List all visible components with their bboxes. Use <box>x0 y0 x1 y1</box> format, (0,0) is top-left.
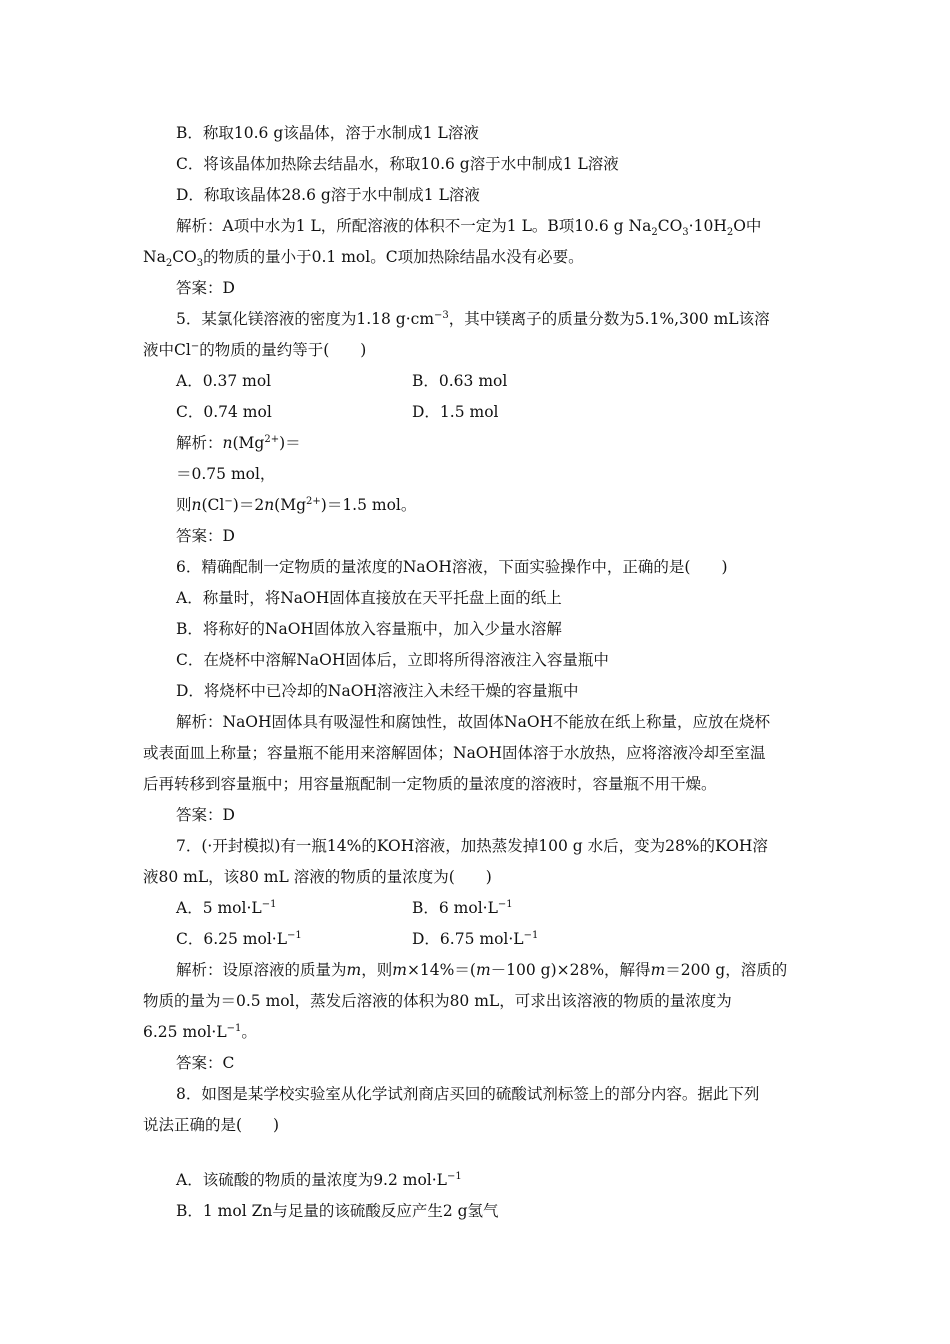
q5-stem-line1: 5．某氯化镁溶液的密度为1.18 $g\cdot cm^{-3}$，其中镁离子的质量分数为5.1%,300 mL该溶 <box>176 309 770 328</box>
q7-explanation-line1: 解析：设原溶液的质量为m，则m×14%＝(m－100 g)×28%，解得m＝200 g，溶质的 <box>176 961 788 979</box>
q5-option-d: D．1.5 mol <box>412 403 499 421</box>
q7-option-c: C．6.25 $mol\cdot L^{-1}$ <box>176 929 302 948</box>
q7-option-d: D．6.75 $mol\cdot L^{-1}$ <box>412 929 539 948</box>
q4-option-d: D．称取该晶体28.6 g溶于水中制成1 L溶液 <box>176 186 480 204</box>
q6-option-b: B．将称好的NaOH固体放入容量瓶中，加入少量水溶解 <box>176 620 562 638</box>
q4-explanation-line1: 解析：A项中水为1 L，所配溶液的体积不一定为1 L。B项10.6 g $Na_2CO_3\cdot 10H_2O$中 <box>176 217 762 239</box>
q5-explanation-line3: 则$n(Cl^-)=2n(Mg^{2+})=1.5$ mol。 <box>176 495 417 514</box>
q8-option-b: B．1 mol Zn与足量的该硫酸反应产生2 g氢气 <box>176 1202 499 1220</box>
q7-explanation-line3: 6.25 $mol\cdot L^{-1}$。 <box>143 1022 257 1041</box>
q5-option-c: C．0.74 mol <box>176 403 272 421</box>
q5-option-b: B．0.63 mol <box>412 372 508 390</box>
q5-explanation-line1: 解析：$n(Mg^{2+})=$ <box>176 433 301 452</box>
q7-stem-line1: 7．(·开封模拟)有一瓶14%的KOH溶液，加热蒸发掉100 g 水后，变为28%的KOH溶 <box>176 837 768 855</box>
q6-answer: 答案：D <box>176 806 235 824</box>
q6-explanation-line2: 或表面皿上称量；容量瓶不能用来溶解固体；NaOH固体溶于水放热，应将溶液冷却至室温 <box>143 744 766 762</box>
q6-explanation-line1: 解析：NaOH固体具有吸湿性和腐蚀性，故固体NaOH不能放在纸上称量，应放在烧杯 <box>176 713 771 731</box>
q7-stem-line2: 液80 mL，该80 mL 溶液的物质的量浓度为( ) <box>143 868 492 886</box>
q4-explanation-line2: $Na_2CO_3$的物质的量小于0.1 mol。C项加热除结晶水没有必要。 <box>143 248 584 270</box>
q5-stem-line2: 液中Cl−的物质的量约等于( ) <box>143 340 367 359</box>
q7-option-b: B．6 $mol\cdot L^{-1}$ <box>412 898 513 917</box>
q4-answer: 答案：D <box>176 279 235 297</box>
q4-option-b: B．称取10.6 g该晶体，溶于水制成1 L溶液 <box>176 124 479 142</box>
q6-explanation-line3: 后再转移到容量瓶中；用容量瓶配制一定物质的量浓度的溶液时，容量瓶不用干燥。 <box>143 775 717 793</box>
q8-stem-line2: 说法正确的是( ) <box>143 1116 280 1134</box>
q8-option-a: A．该硫酸的物质的量浓度为9.2 $mol\cdot L^{-1}$ <box>176 1170 462 1189</box>
q6-stem: 6．精确配制一定物质的量浓度的NaOH溶液，下面实验操作中，正确的是( ) <box>176 558 728 576</box>
q4-option-c: C．将该晶体加热除去结晶水，称取10.6 g溶于水中制成1 L溶液 <box>176 155 619 173</box>
q7-option-a: A．5 $mol\cdot L^{-1}$ <box>176 898 277 917</box>
q7-explanation-line2: 物质的量为＝0.5 mol，蒸发后溶液的体积为80 mL，可求出该溶液的物质的量浓度为 <box>143 992 732 1010</box>
q6-option-c: C．在烧杯中溶解NaOH固体后，立即将所得溶液注入容量瓶中 <box>176 651 609 669</box>
q8-stem-line1: 8．如图是某学校实验室从化学试剂商店买回的硫酸试剂标签上的部分内容。据此下列 <box>176 1085 760 1103</box>
q6-option-d: D．将烧杯中已冷却的NaOH溶液注入未经干燥的容量瓶中 <box>176 682 579 700</box>
q5-explanation-line2: ＝0.75 mol， <box>176 465 276 483</box>
q7-answer: 答案：C <box>176 1054 235 1072</box>
q6-option-a: A．称量时，将NaOH固体直接放在天平托盘上面的纸上 <box>176 589 562 607</box>
q5-option-a: A．0.37 mol <box>176 372 272 390</box>
q5-answer: 答案：D <box>176 527 235 545</box>
